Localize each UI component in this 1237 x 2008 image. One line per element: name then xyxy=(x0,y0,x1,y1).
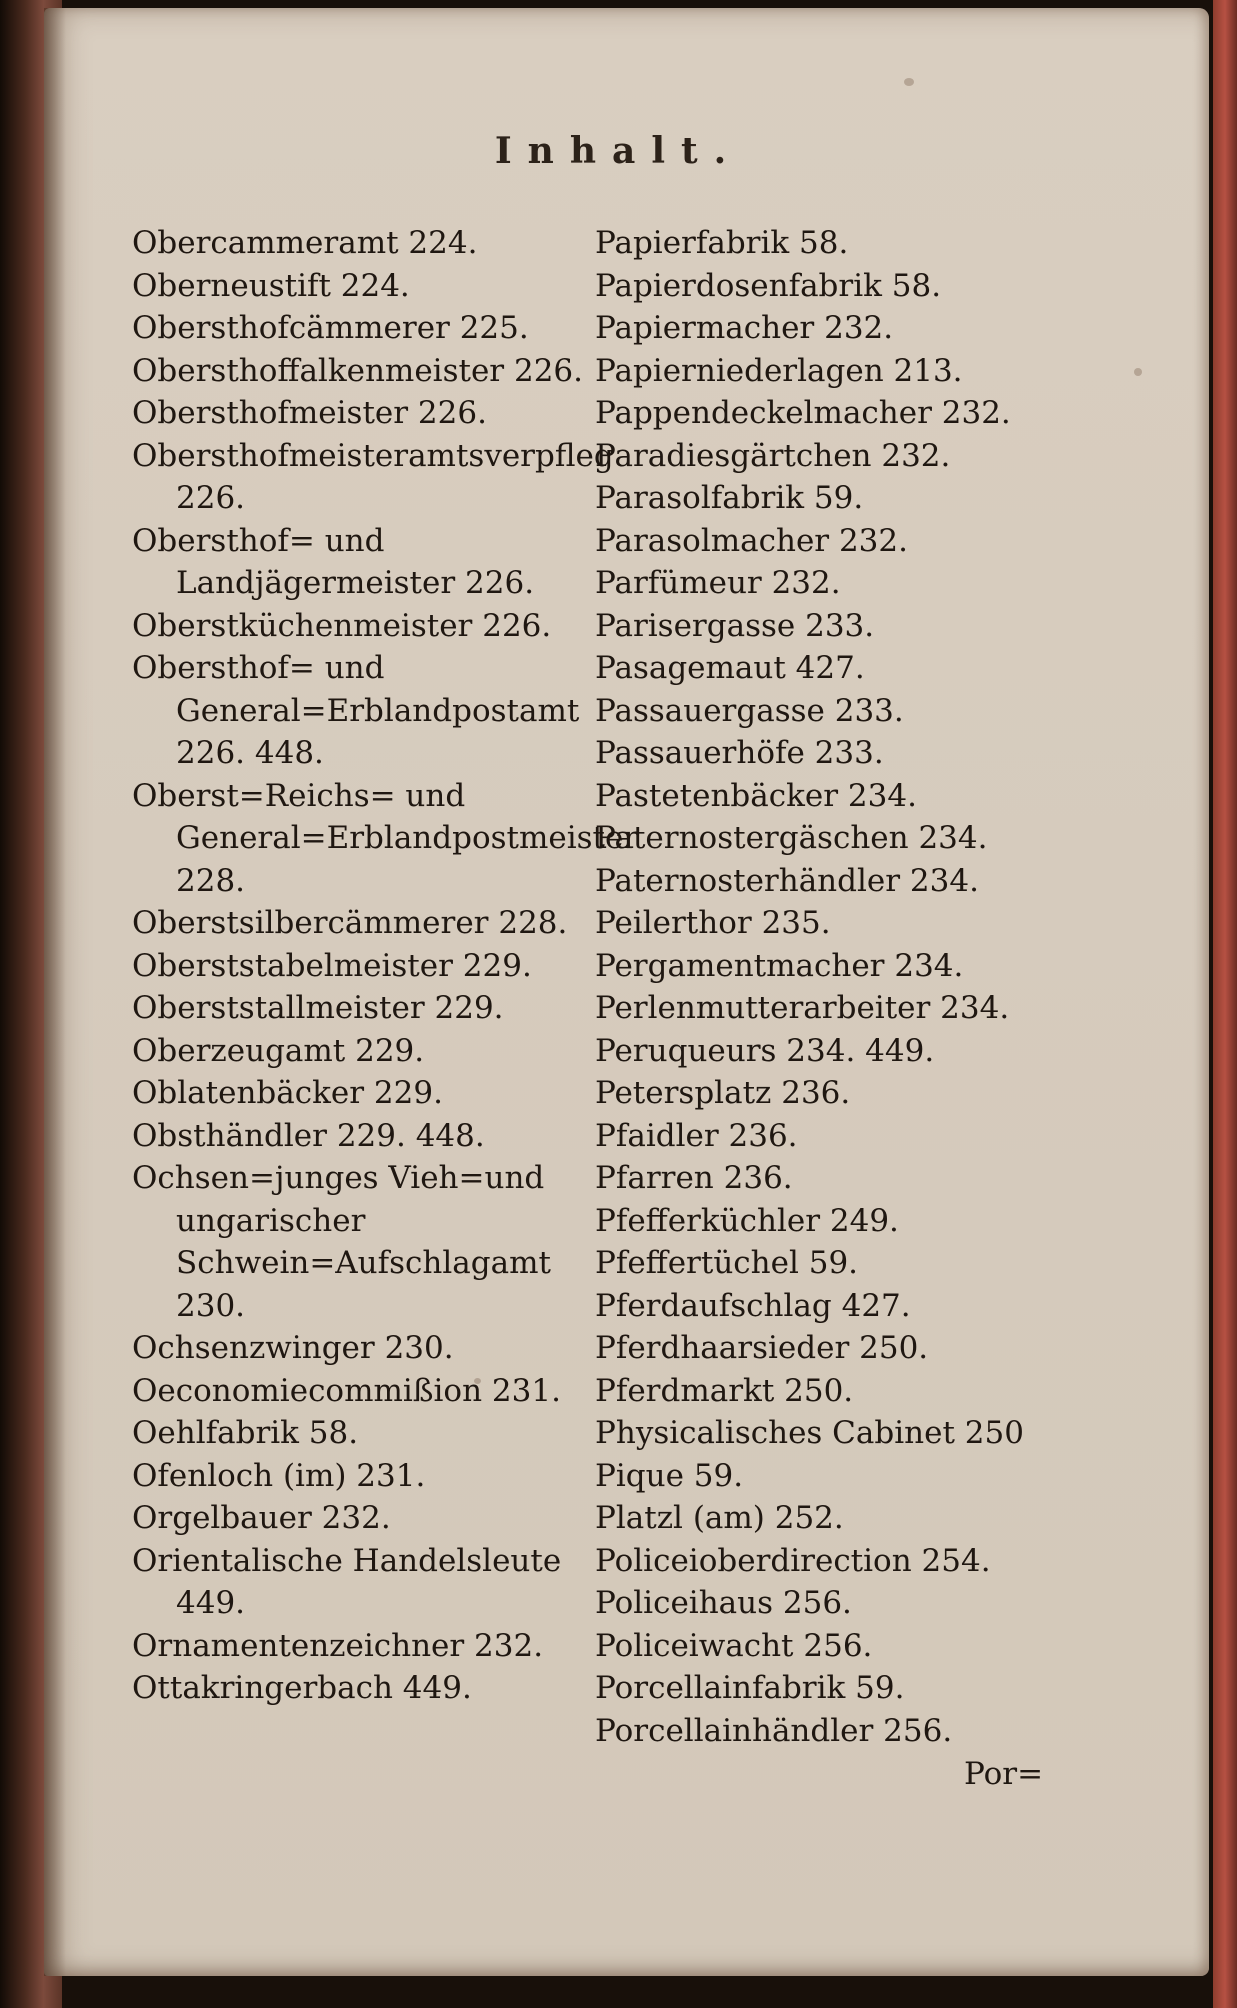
index-entry: Papierfabrik 58. xyxy=(595,225,849,261)
index-entry: Ofenloch (im) 231. xyxy=(132,1457,426,1494)
index-entry: Pergamentmacher 234. xyxy=(595,947,964,984)
index-entry: Oberststallmeister 229. xyxy=(132,990,504,1026)
index-entry: Orientalische Handelsleute 449. xyxy=(132,1542,562,1621)
index-column-right xyxy=(595,222,1055,1752)
index-entry: Peruqueurs 234. 449. xyxy=(595,1032,935,1069)
index-entry: Papierniederlagen 213. xyxy=(595,352,963,389)
index-entry: Petersplatz 236. xyxy=(595,1075,851,1111)
red-book-edge xyxy=(1213,0,1237,2008)
index-entry: Oberzeugamt 229. xyxy=(132,1032,425,1069)
index-entry: Obersthofmeister 226. xyxy=(132,395,487,431)
index-entry: Policeioberdirection 254. xyxy=(595,1542,991,1579)
index-entry: Passauerhöfe 233. xyxy=(595,735,884,771)
index-entry: Pappendeckelmacher 232. xyxy=(595,395,1011,431)
index-entry: Paradiesgärtchen 232. xyxy=(595,437,951,474)
index-entry: Obersthof= und Landjägermeister 226. xyxy=(132,522,535,601)
index-entry: Obercammeramt 224. xyxy=(132,225,478,261)
index-entry: Oeconomiecommißion 231. xyxy=(132,1372,561,1409)
index-entry: Pfefferküchler 249. xyxy=(595,1202,899,1239)
index-entry: Orgelbauer 232. xyxy=(132,1500,391,1536)
index-entry: Pfeffertüchel 59. xyxy=(595,1245,859,1281)
index-entry: Obersthofcämmerer 225. xyxy=(132,310,529,346)
index-entry: Oblatenbäcker 229. xyxy=(132,1075,443,1111)
index-entry: Obersthoffalkenmeister 226. xyxy=(132,352,583,389)
index-entry: Pfarren 236. xyxy=(595,1160,793,1196)
index-entry: Policeihaus 256. xyxy=(595,1585,852,1621)
index-entry: Pferdhaarsieder 250. xyxy=(595,1330,929,1366)
foxing-spot xyxy=(904,78,914,86)
foxing-spot xyxy=(1134,368,1142,376)
index-entry: Pferdmarkt 250. xyxy=(595,1372,854,1409)
index-entry: Parasolmacher 232. xyxy=(595,522,908,559)
index-entry: Paternostergäschen 234. xyxy=(595,820,988,856)
index-entry: Policeiwacht 256. xyxy=(595,1627,873,1664)
index-entry: Ochsen=junges Vieh=und ungarischer Schwein=Aufschlagamt 230. xyxy=(132,1160,551,1324)
index-entry: Paternosterhändler 234. xyxy=(595,862,979,899)
catchword: Por= xyxy=(964,1756,1044,1792)
index-entry: Oehlfabrik 58. xyxy=(132,1415,359,1451)
index-entry: Oberneustift 224. xyxy=(132,267,410,304)
index-entry: Pferdaufschlag 427. xyxy=(595,1287,911,1324)
index-entry: Papierdosenfabrik 58. xyxy=(595,267,942,304)
page-gutter-shadow xyxy=(44,8,66,1976)
index-entry: Ottakringerbach 449. xyxy=(132,1670,472,1706)
index-entry: Ochsenzwinger 230. xyxy=(132,1330,454,1366)
index-entry: Platzl (am) 252. xyxy=(595,1500,844,1536)
index-entry: Papiermacher 232. xyxy=(595,310,894,346)
index-entry: Porcellainhändler 256. xyxy=(595,1712,953,1749)
index-entry: Parisergasse 233. xyxy=(595,607,875,644)
index-entry: Obersthofmeisteramtsverpfleg 226. xyxy=(132,437,614,516)
index-entry: Perlenmutterarbeiter 234. xyxy=(595,990,1010,1026)
index-entry: Passauergasse 233. xyxy=(595,692,904,729)
index-entry: Peilerthor 235. xyxy=(595,905,831,941)
index-entry: Parasolfabrik 59. xyxy=(595,480,864,516)
index-entry: Pasagemaut 427. xyxy=(595,650,865,686)
index-entry: Obersthof= und General=Erblandpostamt 226. 448. xyxy=(132,650,580,771)
index-entry: Porcellainfabrik 59. xyxy=(595,1670,905,1706)
index-entry: Oberstsilbercämmerer 228. xyxy=(132,905,568,941)
running-head: Inhalt. xyxy=(494,130,743,172)
index-entry: Pique 59. xyxy=(595,1457,744,1494)
index-entry: Ornamentenzeichner 232. xyxy=(132,1627,544,1664)
index-column-left xyxy=(132,222,639,1710)
index-entry: Pfaidler 236. xyxy=(595,1117,798,1154)
index-entry: Oberstküchenmeister 226. xyxy=(132,607,552,644)
index-entry: Parfümeur 232. xyxy=(595,565,841,601)
index-entry: Oberststabelmeister 229. xyxy=(132,947,532,984)
index-entry: Obsthändler 229. 448. xyxy=(132,1117,485,1154)
index-entry: Oberst=Reichs= und General=Erblandpostmeister 228. xyxy=(132,777,639,899)
index-entry: Pastetenbäcker 234. xyxy=(595,777,917,814)
index-entry: Physicalisches Cabinet 250 xyxy=(595,1415,1024,1451)
